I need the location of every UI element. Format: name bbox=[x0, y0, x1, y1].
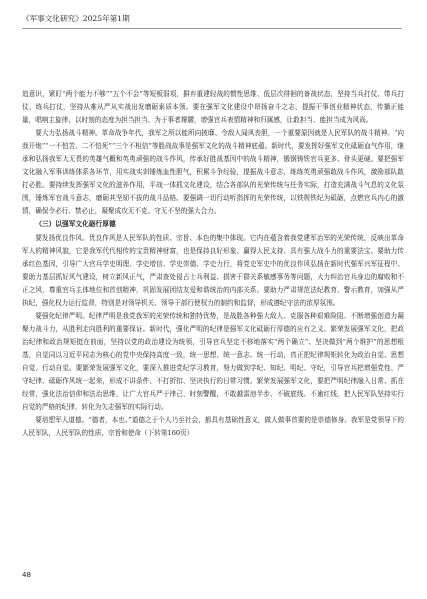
running-header: 《军事文化研究》2025年第1期 bbox=[22, 14, 130, 23]
article-body bbox=[22, 88, 404, 440]
paragraph: 追意识，紧盯“两个能力不够”“五个不会”等短板弱项，摒弃重建轻战的惯性思维、低层次徘徊的备战状态，坚持当兵打仗、带兵打仗、练兵打仗，坚持从难从严从实战出发磨砺素质本领。要在强军文化建设中昂扬奋斗之志，提振干事创业精神状态，传播正能量，唱响主旋律，以时刻的态度为担当担当、为于事者撑腰，增强官兵表情精神和归属感，让敢担当、能担当成为风尚。 bbox=[22, 90, 404, 125]
header-rule bbox=[22, 28, 402, 29]
section-heading: （三）以强军文化砺行厚德 bbox=[35, 220, 116, 229]
page-number: 48 bbox=[22, 571, 31, 579]
paragraph: 要大力弘扬战斗精神。革命战争年代，我军之所以能所向披靡、令敌人闻风丧胆，一个重要原因就是人民军队的战斗精神。“向我开炮”“一不怕苦、二不怕死”“三个不相信”等胜战故事是强军文化的战斗精神底蕴。新时代，要发挥好强军文化砥砺血气作用，继承和弘扬我军大无畏的英雄气概和英勇顽强的战斗作风，传承好胜战基因中的战斗精神，锻钢铸铁官兵更多、骨头更硬。要把强军文化融入军事训练体系各环节，用实战实训锤炼血性胆气，积累斗争经验，提振战斗意志，练练英勇顽强敢战斗作风，激励部队敢打必胜。要持续发挥强军文化的滋养作用，平战一体抓文化建设，结合各部队的光荣传统与任务实际，打造充满战斗气息的文化氛围，锤炼军官战斗意志，磨砺其坚韧不拔的战斗品格。要强调一切行动听指挥的光荣传统，以铁规铁纪为砥砺，点燃官兵内心的激情，确保令必行、禁必止，凝聚成攻无不克、守无不坚的强大合力。 bbox=[22, 129, 404, 216]
paragraph: 要培塑军人道德。“德者，本也。”道德之于个人乃至社会，都具有基础性意义，做人做事首要的是崇德修身。我军是党领导下的人民军队，人民军队的性质、宗旨和使命（下转第160页） bbox=[22, 416, 404, 438]
paragraph: 要强化纪律严明。纪律严明是我党我军的光荣传统和独特优势，是战胜各种强大敌人、克服各种艰难险阻、不断增强创造力凝聚力战斗力，从胜利走向胜利的重要保证。新时代，强化严明的纪律是强军文化砥砺行厚德的应有之义。繁荣发展强军文化，把政治纪律和政治规矩挺在前面，坚持以党的政治建设为统领，引导官兵坚定不移地落实“两个确立”、坚决做到“两个维护”的思想根基，自觉同以习近平同志为核心的党中央保持高度一致，统一思想、统一意志、统一行动，真正把纪律规矩转化为政治自觉、思想自觉、行动自觉。要繁荣发展强军文化，要深入推进党纪学习教育，努力做到学纪、知纪、明纪、守纪，引导官兵把增强党性、严守纪律、砥砺作风统一起来，形成不讲条件、不打折扣、坚决执行的日常习惯。繁荣发展强军文化，要把严明纪律融入日常、抓在经常，强化法治信仰和法治思维，让广大官兵严于律己、时刻警醒，不敢越雷池半步、不破底线、不逾红线，把人民军队坚持实行自觉的严格的纪律，转化为矢志强军的实际行动。 bbox=[22, 311, 404, 412]
paragraph: 要发扬优良作风。优良作风是人民军队的性质、宗旨、本色的集中体现。它内在蕴含着我党建军治军的光荣传统，反映出革命军人的精神风貌，它是我军代代相传的宝贵精神财富，也是保持良好形象、赢得人民支持、具有强大战斗力的重要法宝。要助力传承红色基因，引导广大官兵学史明理、学史增信、学史崇德、学史力行，将党史军史中的优良作风弘扬在新时代强军兴军征程中。要助力基层抓好风气建设，树立新风正气，严肃查处侵占士兵利益、损害干群关系敏感事务等问题，大力纠治官兵身边的腐败和不正之风，尊重官兵主体地位和首创精神，巩固发展团结友爱和谐统治的内部关系。要助力严肃规范法纪教育、警示教育，加强从严执纪，强化权力运行监督，特别是对领导机关、领导干部行使权力的制约和监督，形成遵纪守法的浓厚氛围。 bbox=[22, 233, 404, 307]
